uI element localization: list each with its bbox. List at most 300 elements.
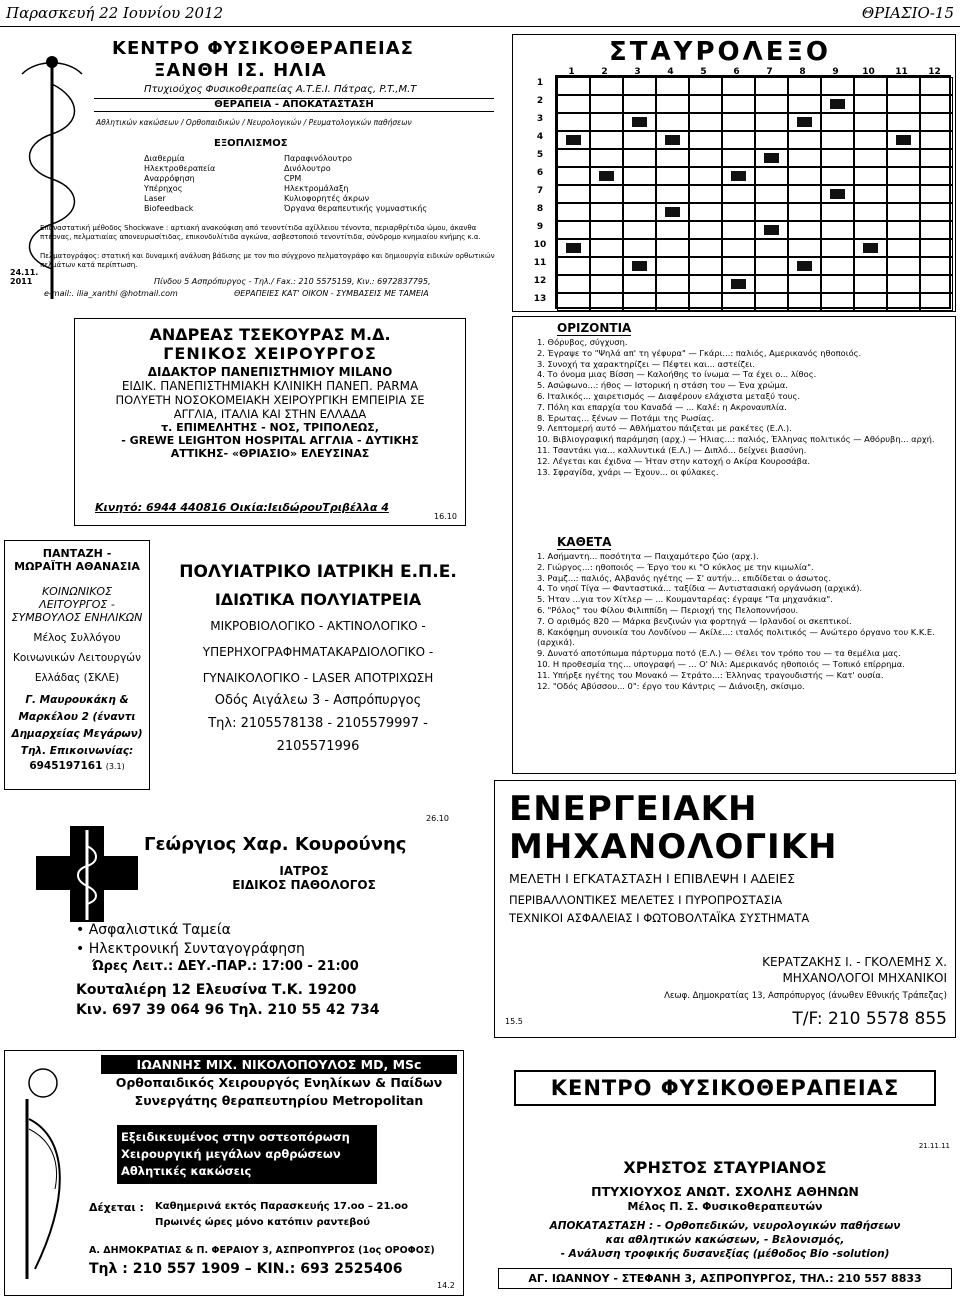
crossword-cell	[920, 131, 953, 149]
crossword-cell	[722, 203, 755, 221]
crossword-cell	[788, 131, 821, 149]
crossword-col-number: 5	[700, 67, 707, 77]
crossword-black-cell	[755, 221, 788, 239]
crossword-black-cell	[623, 113, 656, 131]
clue-horizontal: 6. Ιταλικός... χαιρετισμός — Διαφέρουν ελάχιστα μεταξύ τους.	[537, 390, 801, 401]
crossword-cell	[722, 131, 755, 149]
niko-phones: Τηλ : 210 557 1909 – ΚΙΝ.: 693 2525406	[89, 1261, 403, 1277]
ilia-equip-item: Διαθερμία	[144, 154, 185, 163]
crossword-cell	[722, 221, 755, 239]
crossword-cell	[755, 167, 788, 185]
ilia-name: ΞΑΝΘΗ ΙΣ. ΗΛΙΑ	[154, 60, 327, 81]
crossword-black-cell	[557, 239, 590, 257]
poly-line1: ΜΙΚΡΟΒΙΟΛΟΓΙΚΟ - ΑΚΤΙΝΟΛΟΓΙΚΟ -	[210, 619, 426, 633]
clues-vertical-title: ΚΑΘΕΤΑ	[557, 535, 612, 549]
crossword-black-square	[863, 243, 879, 253]
crossword-col-number: 9	[832, 67, 839, 77]
crossword-cell	[821, 77, 854, 95]
ad-pantazi	[4, 540, 150, 790]
ilia-equip-item: Ηλεκτρομάλαξη	[284, 184, 349, 193]
crossword-black-cell	[590, 167, 623, 185]
crossword-clues	[512, 316, 956, 774]
poly-line3: ΓΥΝΑΙΚΟΛΟΓΙΚΟ - LASER ΑΠΟΤΡΙΧΩΣΗ	[202, 671, 434, 685]
crossword-cell	[689, 167, 722, 185]
crossword-cell	[689, 203, 722, 221]
pantazi-addr2: Μαρκέλου 2 (έναντι	[18, 711, 136, 723]
crossword-cell	[557, 185, 590, 203]
crossword-black-cell	[623, 257, 656, 275]
kourounis-address: Κουταλιέρη 12 Ελευσίνα Τ.Κ. 19200	[76, 982, 357, 998]
poly-phones: Τηλ: 2105578138 - 2105579997 -	[208, 716, 428, 731]
crossword-cell	[590, 293, 623, 311]
crossword-black-square	[731, 171, 747, 181]
crossword-row-number: 5	[536, 150, 544, 160]
crossword-cell	[920, 149, 953, 167]
clue-vertical: 1. Ασήμαντη... ποσότητα — Παιχαμότερο ζώο (αρχ.).	[537, 551, 759, 561]
crossword-cell	[821, 221, 854, 239]
crossword-row-number: 11	[533, 258, 547, 268]
clue-vertical: 12. "Οδός Αβύσσου... 0": έργο του Κάντρις — Διάνοιξη, σκίσιμο.	[537, 680, 805, 691]
crossword-cell	[854, 275, 887, 293]
crossword-cell	[755, 95, 788, 113]
crossword-cell	[557, 149, 590, 167]
crossword-cell	[920, 239, 953, 257]
clue-horizontal: 7. Πόλη και επαρχία του Καναδά — ... Καλέ: η Ακροναυπλία.	[537, 401, 787, 412]
energ-address: Λεωφ. Δημοκρατίας 13, Ασπρόπυργος (άνωθεν Εθνικής Τράπεζας)	[664, 991, 947, 1001]
clue-horizontal: 10. Βιβλιογραφική παράμηση (αρχ.) — Ήλιας...: παλιός, Έλληνας πολιτικός — Αθόρυβη... αρχή.	[537, 434, 935, 445]
crossword-cell	[887, 275, 920, 293]
crossword-cell	[788, 77, 821, 95]
crossword	[512, 34, 956, 312]
pantazi-phone-label: Τηλ. Επικοινωνίας:	[20, 745, 134, 757]
ilia-contact: Πίνδου 5 Ασπρόπυργος - Τηλ./ Fax.: 210 5575159, Κιν.: 6972837795,	[154, 277, 431, 286]
crossword-cell	[887, 203, 920, 221]
crossword-cell	[689, 113, 722, 131]
energ-role: ΜΗΧΑΝΟΛΟΓΟΙ ΜΗΧΑΝΙΚΟΙ	[782, 971, 947, 985]
crossword-cell	[755, 113, 788, 131]
surgeon-line5: ΠΟΛΥΕΤΗ ΝΟΣΟΚΟΜΕΙΑΚΗ ΧΕΙΡΟΥΡΓΙΚΗ ΕΜΠΕΙΡΙΑ ΣΕ	[115, 393, 425, 407]
poly-address: Οδός Αιγάλεω 3 - Ασπρόπυργος	[214, 693, 422, 708]
ilia-subtitle: Πτυχιούχος Φυσικοθεραπείας Α.Τ.Ε.Ι. Πάτρας, P.T.,M.T	[144, 84, 417, 95]
crossword-cell	[590, 221, 623, 239]
ilia-email: e-mail:. ilia_xanthi @hotmail.com	[44, 289, 178, 298]
crossword-cell	[920, 167, 953, 185]
kourounis-b2-text: Ηλεκτρονική Συνταγογράφηση	[88, 941, 305, 957]
crossword-row-number: 3	[536, 114, 544, 124]
surgeon-line4: ΕΙΔΙΚ. ΠΑΝΕΠΙΣΤΗΜΙΑΚΗ ΚΛΙΝΙΚΗ ΠΑΝΕΠ. PARMA	[121, 379, 419, 393]
clue-horizontal: 2. Έγραψε το "Ψηλά απ' τη γέφυρα" — Γκάρι...: παλιός, Αμερικανός ηθοποιός.	[537, 347, 862, 358]
surgeon-line3: ΔΙΔΑΚΤΟΡ ΠΑΝΕΠΙΣΤΗΜΙΟΥ MILANO	[147, 365, 393, 379]
crossword-cell	[623, 221, 656, 239]
pantazi-name2: ΜΩΡΑΪΤΗ ΑΘΑΝΑΣΙΑ	[14, 560, 140, 573]
crossword-cell	[821, 167, 854, 185]
crossword-black-square	[665, 207, 681, 217]
crossword-row-number: 6	[536, 168, 544, 178]
stav-address: ΑΓ. ΙΩΑΝΝΟΥ - ΣΤΕΦΑΝΗ 3, ΑΣΠΡΟΠΥΡΓΟΣ, ΤΗΛ.: 210 557 8833	[498, 1268, 952, 1289]
ilia-equip-item: Laser	[144, 194, 166, 203]
stav-date: 21.11.11	[918, 1142, 950, 1150]
crossword-col-number: 2	[601, 67, 608, 77]
clue-vertical: 9. Δυνατό αποτύπωμα πάρτυρμα ποτό (Ε.Λ.) — Θέλει τον τρόπο του — τα θεμέλια μας.	[537, 648, 901, 659]
kourounis-role1: ΙΑΤΡΟΣ	[279, 864, 329, 878]
crossword-cell	[821, 131, 854, 149]
crossword-row-number: 7	[536, 186, 544, 196]
clue-horizontal: 8. Έρωτας... ξένων — Ποτάμι της Ρωσίας.	[537, 412, 714, 423]
energ-date: 15.5	[505, 1017, 523, 1026]
crossword-black-square	[665, 135, 681, 145]
ad-kourounis	[4, 806, 486, 1020]
crossword-black-square	[566, 243, 582, 253]
surgeon-contact: Κινητό: 6944 440816 Οικία:ΙειδώρουΤριβέλλα 4	[95, 501, 389, 514]
clue-horizontal: 13. Σφραγίδα, χνάρι — Έχουν... οι φύλακες.	[537, 466, 719, 477]
crossword-col-number: 12	[928, 67, 941, 77]
surgeon-date: 16.10	[434, 512, 457, 521]
crossword-cell	[590, 95, 623, 113]
clue-vertical: 7. Ο αριθμός 820 — Μάρκα βενζινών για φορτηγά — Ιρλανδοί οι σκεπτικοί.	[537, 615, 852, 626]
stav-member: Μέλος Π. Σ. Φυσικοθεραπευτών	[627, 1200, 823, 1213]
crossword-cell	[887, 149, 920, 167]
crossword-black-square	[830, 99, 846, 109]
crossword-cell	[722, 185, 755, 203]
crossword-cell	[920, 95, 953, 113]
crossword-cell	[557, 257, 590, 275]
crossword-col-number: 10	[862, 67, 875, 77]
energ-title1: ΕΝΕΡΓΕΙΑΚΗ	[509, 789, 758, 829]
stav-desc1: ΑΠΟΚΑΤΑΣΤΑΣΗ : - Ορθοπεδικών, νευρολογικών παθήσεων	[549, 1220, 901, 1232]
crossword-cell	[623, 167, 656, 185]
stav-title: ΚΕΝΤΡΟ ΦΥΣΙΚΟΘΕΡΑΠΕΙΑΣ	[514, 1070, 936, 1106]
ilia-shockwave: Επαναστατική μέθοδος Shockwave : αρτιακή ανακούφιση από τενοντίτιδα αχίλλειου τένοντα, περιαρθρίτιδα ώμου, άκανθα πτέρνας, πελματιαίας απονευρωσίτιδας, επικονδυλίτιδα αγκώνα, ασβεστοποιό τενοντίτιδα, σύνδρομο κνημιαίου κνήμης κ.α.	[40, 224, 481, 241]
crossword-cell	[557, 113, 590, 131]
pantazi-member3: Ελλάδας (ΣΚΛΕ)	[34, 672, 120, 684]
crossword-black-square	[632, 117, 648, 127]
ilia-equip-item: Biofeedback	[144, 204, 194, 213]
ilia-title: ΚΕΝΤΡΟ ΦΥΣΙΚΟΘΕΡΑΠΕΙΑΣ	[112, 38, 414, 59]
crossword-cell	[590, 185, 623, 203]
crossword-black-cell	[656, 131, 689, 149]
crossword-cell	[656, 95, 689, 113]
surgeon-line7: τ. ΕΠΙΜΕΛΗΤΗΣ - ΝΟΣ, ΤΡΙΠΟΛΕΩΣ,	[161, 421, 379, 434]
crossword-cell	[887, 77, 920, 95]
crossword-cell	[623, 95, 656, 113]
crossword-row-number: 1	[536, 78, 544, 88]
crossword-cell	[788, 185, 821, 203]
crossword-cell	[755, 239, 788, 257]
ad-energeiaki	[494, 780, 956, 1038]
surgeon-line6: ΑΓΓΛΙΑ, ΙΤΑΛΙΑ ΚΑΙ ΣΤΗΝ ΕΛΛΑΔΑ	[173, 407, 367, 421]
crossword-black-cell	[722, 275, 755, 293]
ilia-equip-item: Ηλεκτροθεραπεία	[144, 164, 216, 173]
crossword-cell	[689, 275, 722, 293]
crossword-cell	[722, 239, 755, 257]
crossword-cell	[821, 113, 854, 131]
crossword-cell	[656, 257, 689, 275]
crossword-cell	[656, 293, 689, 311]
crossword-cell	[854, 113, 887, 131]
crossword-cell	[854, 185, 887, 203]
energ-s2: ΠΕΡΙΒΑΛΛΟΝΤΙΚΕΣ ΜΕΛΕΤΕΣ Ι ΠΥΡΟΠΡΟΣΤΑΣΙΑ	[509, 893, 783, 907]
ad-nikolopoulos	[4, 1050, 464, 1296]
clue-vertical: 8. Κακόφημη συνοικία του Λονδίνου — Ακίλε...: ιταλός πολιτικός — Ανώτερο όργανο του Κ.Κ.Ε. (αρχικά).	[537, 626, 935, 648]
crossword-cell	[656, 149, 689, 167]
crossword-black-square	[830, 189, 846, 199]
clue-horizontal: 9. Λεπτομερή αυτό — Αθλήματου πάιζεται με ρακέτες (Ε.Λ.).	[537, 423, 792, 434]
kourounis-hours: Ώρες Λειτ.: ΔΕΥ.-ΠΑΡ.: 17:00 - 21:00	[92, 959, 359, 974]
poly-title: ΠΟΛΥΙΑΤΡΙΚΟ ΙΑΤΡΙΚΗ Ε.Π.Ε.	[179, 562, 457, 582]
crossword-row-number: 2	[536, 96, 544, 106]
crossword-cell	[788, 167, 821, 185]
kourounis-name: Γεώργιος Χαρ. Κουρούνης	[144, 834, 407, 855]
clue-horizontal: 5. Ασώφωνο...: ήθος — Ιστορική η στάση του — Ένα χρώμα.	[537, 380, 788, 391]
ilia-pelmatografos: Πελματογράφος: στατική και δυναμική ανάλυση βάδισης με τον πιο σύγχρονο πελματογράφο και δημιουργία ειδικών ορθωτικών πελμάτων κατά περίπτωση.	[40, 252, 495, 269]
clue-vertical: 10. Η προθεσμία της... υπογραφή — ... Ο' Νιλ: Αμερικανός ηθοποιός — Τοπικό επίρρημα.	[537, 658, 905, 669]
crossword-cell	[854, 221, 887, 239]
crossword-cell	[920, 203, 953, 221]
crossword-cell	[821, 293, 854, 311]
clue-vertical: 4. Το νησί Τίγα — Φανταστικά... ταξίδια — Αντιστασιακή οργάνωση (αρχικά).	[537, 583, 863, 594]
crossword-cell	[722, 293, 755, 311]
crossword-cell	[920, 221, 953, 239]
clue-horizontal: 1. Θόρυβος, σύγχυση.	[537, 337, 628, 347]
crossword-black-square	[731, 279, 747, 289]
ilia-equipment-title: ΕΞΟΠΛΙΣΜΟΣ	[214, 138, 288, 149]
crossword-cell	[755, 257, 788, 275]
surgeon-line2: ΓΕΝΙΚΟΣ ΧΕΙΡΟΥΡΓΟΣ	[163, 344, 377, 363]
kourounis-role2: ΕΙΔΙΚΟΣ ΠΑΘΟΛΟΓΟΣ	[232, 878, 376, 892]
kourounis-phones: Κιν. 697 39 064 96 Τηλ. 210 55 42 734	[76, 1002, 380, 1018]
crossword-col-number: 4	[667, 67, 674, 77]
crossword-cell	[788, 239, 821, 257]
header-rule	[0, 26, 960, 27]
crossword-row-number: 8	[536, 204, 544, 214]
crossword-black-cell	[887, 131, 920, 149]
crossword-cell	[788, 203, 821, 221]
crossword-cell	[755, 203, 788, 221]
pantazi-phone: 6945197161	[29, 760, 103, 772]
crossword-cell	[656, 167, 689, 185]
energ-services: ΜΕΛΕΤΗ Ι ΕΓΚΑΤΑΣΤΑΣΗ Ι ΕΠΙΒΛΕΨΗ Ι ΑΔΕΙΕΣ	[509, 871, 795, 886]
crossword-cell	[755, 293, 788, 311]
pantazi-addr1: Γ. Μαυρουκάκη &	[25, 694, 129, 706]
poly-phone3: 2105571996	[276, 739, 360, 754]
crossword-cell	[821, 275, 854, 293]
crossword-cell	[689, 77, 722, 95]
crossword-cell	[887, 239, 920, 257]
niko-accepts2: Πρωινές ώρες μόνο κατόπιν ραντεβού	[155, 1217, 371, 1228]
clue-horizontal: 11. Τσαντάκι για... καλλυντικά (Ε.Λ.) — Διπλό... δείχνει βιασύνη.	[537, 444, 807, 455]
stav-desc3: - Ανάλυση τροφικής δυσανεξίας (μέθοδος Bio -solution)	[560, 1248, 890, 1260]
crossword-cell	[788, 149, 821, 167]
pantazi-role2: ΛΕΙΤΟΥΡΓΟΣ -	[39, 598, 115, 611]
crossword-cell	[854, 257, 887, 275]
crossword-cell	[689, 239, 722, 257]
crossword-cell	[854, 167, 887, 185]
crossword-cell	[887, 185, 920, 203]
crossword-cell	[722, 95, 755, 113]
crossword-cell	[854, 203, 887, 221]
crossword-cell	[854, 131, 887, 149]
crossword-black-square	[764, 153, 780, 163]
crossword-cell	[755, 185, 788, 203]
crossword-black-cell	[821, 95, 854, 113]
crossword-cell	[623, 77, 656, 95]
kourounis-date: 26.10	[426, 814, 449, 823]
crossword-cell	[755, 275, 788, 293]
crossword-cell	[920, 185, 953, 203]
crossword-cell	[590, 77, 623, 95]
crossword-col-number: 11	[895, 67, 908, 77]
crossword-cell	[722, 149, 755, 167]
crossword-cell	[887, 221, 920, 239]
crossword-cell	[623, 203, 656, 221]
crossword-cell	[689, 257, 722, 275]
pantazi-member1: Μέλος Συλλόγου	[33, 632, 121, 644]
crossword-cell	[623, 275, 656, 293]
clue-horizontal: 12. Λέγεται και έχιδνα — Ήταν στην κατοχή ο Ακίρα Κουροσάβα.	[537, 455, 811, 466]
crossword-col-number: 1	[568, 67, 575, 77]
crossword-cell	[854, 149, 887, 167]
page-number: ΘΡΙΑΣΙΟ-15	[861, 4, 954, 22]
niko-role: Ορθοπαιδικός Χειρουργός Ενηλίκων & Παίδων	[115, 1075, 443, 1090]
crossword-cell	[623, 293, 656, 311]
medical-cross-icon	[22, 822, 152, 926]
crossword-cell	[920, 77, 953, 95]
ilia-equip-item: Υπέρηχος	[144, 184, 183, 193]
crossword-cell	[590, 113, 623, 131]
stav-degree: ΠΤΥΧΙΟΥΧΟΣ ΑΝΩΤ. ΣΧΟΛΗΣ ΑΘΗΝΩΝ	[591, 1184, 859, 1199]
kourounis-b1: • Ασφαλιστικά Ταμεία	[76, 922, 231, 938]
bent-tree-icon	[9, 1059, 81, 1285]
crossword-row-number: 9	[536, 222, 544, 232]
crossword-cell	[920, 257, 953, 275]
energ-title2: ΜΗΧΑΝΟΛΟΓΙΚΗ	[509, 827, 838, 867]
crossword-black-cell	[722, 167, 755, 185]
ilia-equip-item: Παραφινόλουτρο	[284, 154, 353, 163]
crossword-cell	[590, 131, 623, 149]
crossword-cell	[755, 77, 788, 95]
crossword-black-cell	[788, 113, 821, 131]
crossword-grid	[555, 75, 951, 309]
crossword-cell	[887, 167, 920, 185]
kourounis-b1-text: Ασφαλιστικά Ταμεία	[88, 922, 231, 938]
niko-name: ΙΩΑΝΝΗΣ ΜΙΧ. ΝΙΚΟΛΟΠΟΥΛΟΣ MD, MSc	[101, 1055, 457, 1074]
niko-accepts1: Καθημερινά εκτός Παρασκευής 17.oo – 21.oo	[155, 1201, 408, 1212]
crossword-cell	[887, 257, 920, 275]
crossword-cell	[656, 275, 689, 293]
crossword-cell	[722, 257, 755, 275]
crossword-cell	[623, 185, 656, 203]
clue-vertical: 2. Γιώργος...: ηθοποιός — Έργο του κι "Ο κύκλος με την κιμωλία".	[537, 561, 814, 572]
crossword-cell	[689, 185, 722, 203]
poly-line2: ΥΠΕΡΗΧΟΓΡΑΦΗΜΑΤΑΚΑΡΔΙΟΛΟΓΙΚΟ -	[202, 645, 434, 659]
crossword-cell	[557, 221, 590, 239]
crossword-black-cell	[755, 149, 788, 167]
clue-horizontal: 3. Συνοχή τα χαρακτηρίζει — Πέφτει και... αστείζει.	[537, 358, 755, 369]
crossword-cell	[590, 275, 623, 293]
crossword-cell	[920, 293, 953, 311]
energ-names: ΚΕΡΑΤΖΑΚΗΣ Ι. - ΓΚΟΛΕΜΗΣ Χ.	[762, 955, 947, 969]
clue-vertical: 3. Ραμζ...: παλιός, Αλβανός ηγέτης — Σ' αυτήν... επιδίδεται ο άσωτος.	[537, 572, 831, 583]
stav-name: ΧΡΗΣΤΟΣ ΣΤΑΥΡΙΑΝΟΣ	[623, 1158, 827, 1177]
crossword-cell	[788, 221, 821, 239]
crossword-cell	[722, 113, 755, 131]
crossword-cell	[590, 239, 623, 257]
crossword-cell	[788, 95, 821, 113]
crossword-black-cell	[557, 131, 590, 149]
pantazi-date: (3.1)	[105, 762, 125, 771]
pantazi-name1: ΠΑΝΤΑΖΗ -	[42, 547, 112, 560]
surgeon-line1: ΑΝΔΡΕΑΣ ΤΣΕΚΟΥΡΑΣ Μ.Δ.	[149, 325, 391, 344]
crossword-black-cell	[854, 239, 887, 257]
crossword-cell	[656, 221, 689, 239]
crossword-row-number: 10	[533, 240, 547, 250]
crossword-cell	[821, 257, 854, 275]
ilia-equip-item: Κυλιοφορητές άκρων	[284, 194, 370, 203]
crossword-cell	[854, 293, 887, 311]
stav-desc2: και αθλητικών κακώσεων, - Βελονισμός,	[605, 1234, 845, 1246]
crossword-col-number: 6	[733, 67, 740, 77]
kourounis-b2: • Ηλεκτρονική Συνταγογράφηση	[76, 941, 305, 957]
ilia-equip-item: Δινόλουτρο	[284, 164, 331, 173]
crossword-black-square	[764, 225, 780, 235]
ilia-equip-item: CPM	[284, 174, 302, 183]
surgeon-line9: ΑΤΤΙΚΗΣ- «ΘΡΙΑΣΙΟ» ΕΛΕΥΣΙΝΑΣ	[170, 447, 370, 460]
crossword-cell	[788, 275, 821, 293]
surgeon-line8: - GREWE LEIGHTON HOSPITAL ΑΓΓΛΙΑ - ΔΥΤΙΚΗΣ	[121, 434, 419, 447]
crossword-cell	[557, 95, 590, 113]
crossword-cell	[887, 113, 920, 131]
crossword-black-square	[896, 135, 912, 145]
crossword-cell	[821, 203, 854, 221]
crossword-cell	[590, 149, 623, 167]
pantazi-role3: ΣΥΜΒΟΥΛΟΣ ΕΝΗΛΙΚΩΝ	[11, 611, 143, 624]
crossword-cell	[887, 293, 920, 311]
niko-accepts-label: Δέχεται :	[89, 1201, 144, 1214]
crossword-black-square	[797, 261, 813, 271]
crossword-cell	[887, 95, 920, 113]
crossword-col-number: 8	[799, 67, 806, 77]
ilia-therapy-bar: ΘΕΡΑΠΕΙΑ - ΑΠΟΚΑΤΑΣΤΑΣΗ	[94, 98, 494, 112]
energ-tf: T/F: 210 5578 855	[792, 1009, 947, 1029]
ilia-equip-item: Αναρρόφηση	[144, 174, 195, 183]
ilia-therapy-line: Αθλητικών κακώσεων / Ορθοπαιδικών / Νευρολογικών / Ρευματολογικών παθήσεων	[96, 118, 412, 127]
ilia-equip-left	[144, 154, 215, 214]
clues-horizontal	[537, 337, 953, 477]
ad-polyiatriko	[160, 548, 476, 780]
crossword-cell	[722, 77, 755, 95]
ilia-home-visits: ΘΕΡΑΠΕΙΕΣ ΚΑΤ' ΟΙΚΟΝ - ΣΥΜΒΑΣΕΙΣ ΜΕ ΤΑΜΕΙΑ	[234, 289, 429, 298]
crossword-black-square	[797, 117, 813, 127]
crossword-col-number: 3	[634, 67, 641, 77]
crossword-cell	[656, 239, 689, 257]
pantazi-phone-row	[5, 760, 149, 772]
crossword-cell	[920, 275, 953, 293]
crossword-cell	[788, 293, 821, 311]
crossword-cell	[557, 203, 590, 221]
crossword-cell	[854, 77, 887, 95]
crossword-cell	[854, 95, 887, 113]
crossword-black-cell	[788, 257, 821, 275]
niko-specs: Εξειδικευμένος στην οστεοπόρωση Χειρουργική μεγάλων αρθρώσεων Αθλητικές κακώσεις	[117, 1125, 377, 1184]
crossword-cell	[656, 113, 689, 131]
crossword-black-cell	[821, 185, 854, 203]
crossword-cell	[689, 131, 722, 149]
ilia-date: 24.11. 2011	[10, 268, 39, 286]
crossword-title: ΣΤΑΥΡΟΛΕΞΟ	[609, 37, 832, 67]
pantazi-role1: ΚΟΙΝΩΝΙΚΟΣ	[41, 585, 113, 598]
pantazi-member2: Κοινωνικών Λειτουργών	[13, 652, 141, 664]
crossword-row-number: 12	[533, 276, 547, 286]
